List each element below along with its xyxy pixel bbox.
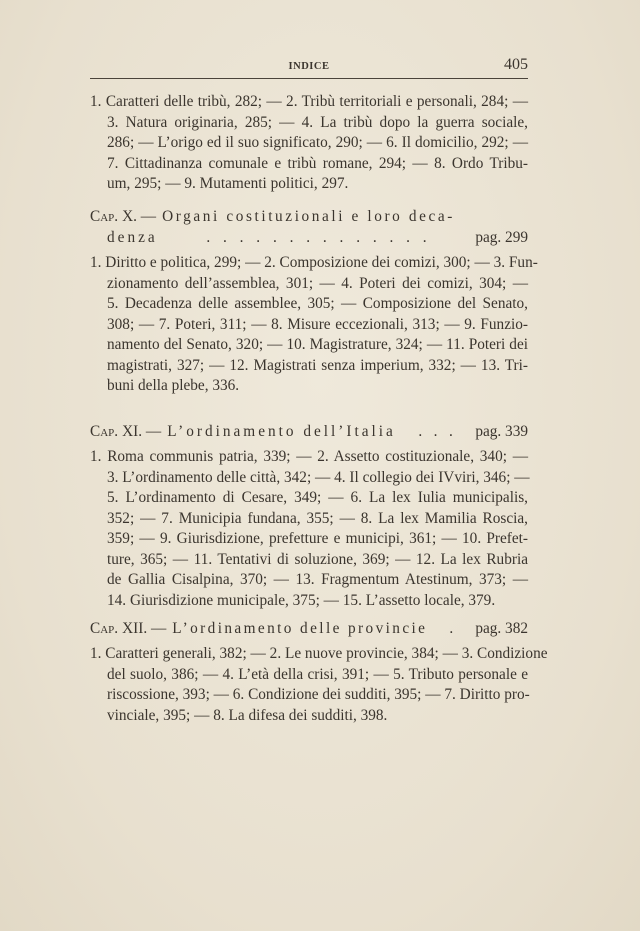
chapter-xi-heading	[90, 422, 528, 443]
chapter-xii-heading	[90, 619, 528, 640]
paragraph-chapter-xi-sections	[90, 447, 528, 611]
chapter-title-cont: denza	[107, 229, 158, 246]
dot-leader: . . .	[418, 423, 453, 440]
text-line: 5. Decadenza delle assemblee, 305; — Composizione del Senato,	[107, 295, 528, 312]
chapter-label: Cap.	[90, 423, 119, 440]
text-line: namento del Senato, 320; — 10. Magistrature, 324; — 11. Poteri dei	[107, 336, 528, 353]
text-line: 1. Caratteri delle tribù, 282; — 2. Tribù territoriali e personali, 284; —	[90, 93, 528, 110]
chapter-x-heading	[90, 207, 528, 228]
text-line: vinciale, 395; — 8. La difesa dei sudditi, 398.	[107, 706, 388, 724]
text-line: riscossione, 393; — 6. Condizione dei sudditi, 395; — 7. Diritto pro-	[107, 686, 530, 703]
text-line: 352; — 7. Municipia fundana, 355; — 8. La lex Mamilia Roscia,	[107, 509, 528, 527]
chapter-xi-page: pag. 339	[475, 423, 528, 440]
chapter-number: X. —	[122, 208, 157, 225]
chapter-x-page: pag. 299	[475, 229, 528, 246]
text-line: del suolo, 386; — 4. L’età della crisi, 391; — 5. Tributo personale e	[107, 665, 528, 683]
paragraph-chapter-ix-sections	[90, 92, 528, 195]
text-line: 286; — L’origo ed il suo significato, 290; — 6. Il domicilio, 292; —	[107, 134, 528, 151]
text-line: 1. Caratteri generali, 382; — 2. Le nuove provincie, 384; — 3. Condizione	[90, 645, 548, 662]
running-header	[90, 58, 528, 76]
text-line: ture, 365; — 11. Tentativi di soluzione, 369; — 12. La lex Rubria	[107, 550, 528, 568]
text-line: 359; — 9. Giurisdizione, prefetture e municipi, 361; — 10. Prefet-	[107, 530, 528, 547]
chapter-title: L’ordinamento dell’Italia	[167, 423, 396, 440]
chapter-title: Organi costituzionali e loro deca-	[162, 208, 455, 225]
text-line: magistrati, 327; — 12. Magistrati senza imperium, 332; — 13. Tri-	[107, 356, 528, 374]
dot-leader: . . . . . . . . . . . . . .	[206, 229, 427, 246]
header-title: INDICE	[288, 61, 330, 72]
paragraph-chapter-x-sections	[90, 253, 538, 397]
text-line: 3. L’ordinamento delle città, 342; — 4. Il collegio dei IVviri, 346; —	[107, 468, 530, 486]
dot-leader: .	[449, 620, 454, 637]
page-number: 405	[504, 56, 528, 73]
chapter-title: L’ordinamento delle provincie	[172, 620, 428, 637]
text-line: 308; — 7. Poteri, 311; — 8. Misure eccezionali, 313; — 9. Funzio-	[107, 315, 528, 333]
chapter-number: XII. —	[122, 620, 167, 637]
chapter-number: XI. —	[122, 423, 162, 440]
text-line: zionamento dell’assemblea, 301; — 4. Poteri dei comizi, 304; —	[107, 274, 528, 292]
text-line: de Gallia Cisalpina, 370; — 13. Fragmentum Atestinum, 373; —	[107, 571, 528, 588]
chapter-label: Cap.	[90, 620, 119, 637]
text-line: buni della plebe, 336.	[107, 377, 240, 394]
text-line: 1. Roma communis patria, 339; — 2. Assetto costituzionale, 340; —	[90, 448, 528, 465]
text-line: 3. Natura originaria, 285; — 4. La tribù dopo la guerra sociale,	[107, 113, 528, 131]
header-rule	[90, 78, 528, 79]
chapter-xii-page: pag. 382	[475, 620, 528, 637]
chapter-x-heading-cont	[90, 228, 528, 249]
text-line: um, 295; — 9. Mutamenti politici, 297.	[107, 175, 349, 192]
text-line: 14. Giurisdizione municipale, 375; — 15. L’assetto locale, 379.	[107, 591, 496, 609]
text-line: 1. Diritto e politica, 299; — 2. Composizione dei comizi, 300; — 3. Fun-	[90, 254, 538, 271]
text-line: 5. L’ordinamento di Cesare, 349; — 6. La lex Iulia municipalis,	[107, 489, 528, 506]
chapter-label: Cap.	[90, 208, 119, 225]
text-line: 7. Cittadinanza comunale e tribù romane, 294; — 8. Ordo Tribu-	[107, 154, 528, 172]
paragraph-chapter-xii-sections	[90, 644, 548, 726]
